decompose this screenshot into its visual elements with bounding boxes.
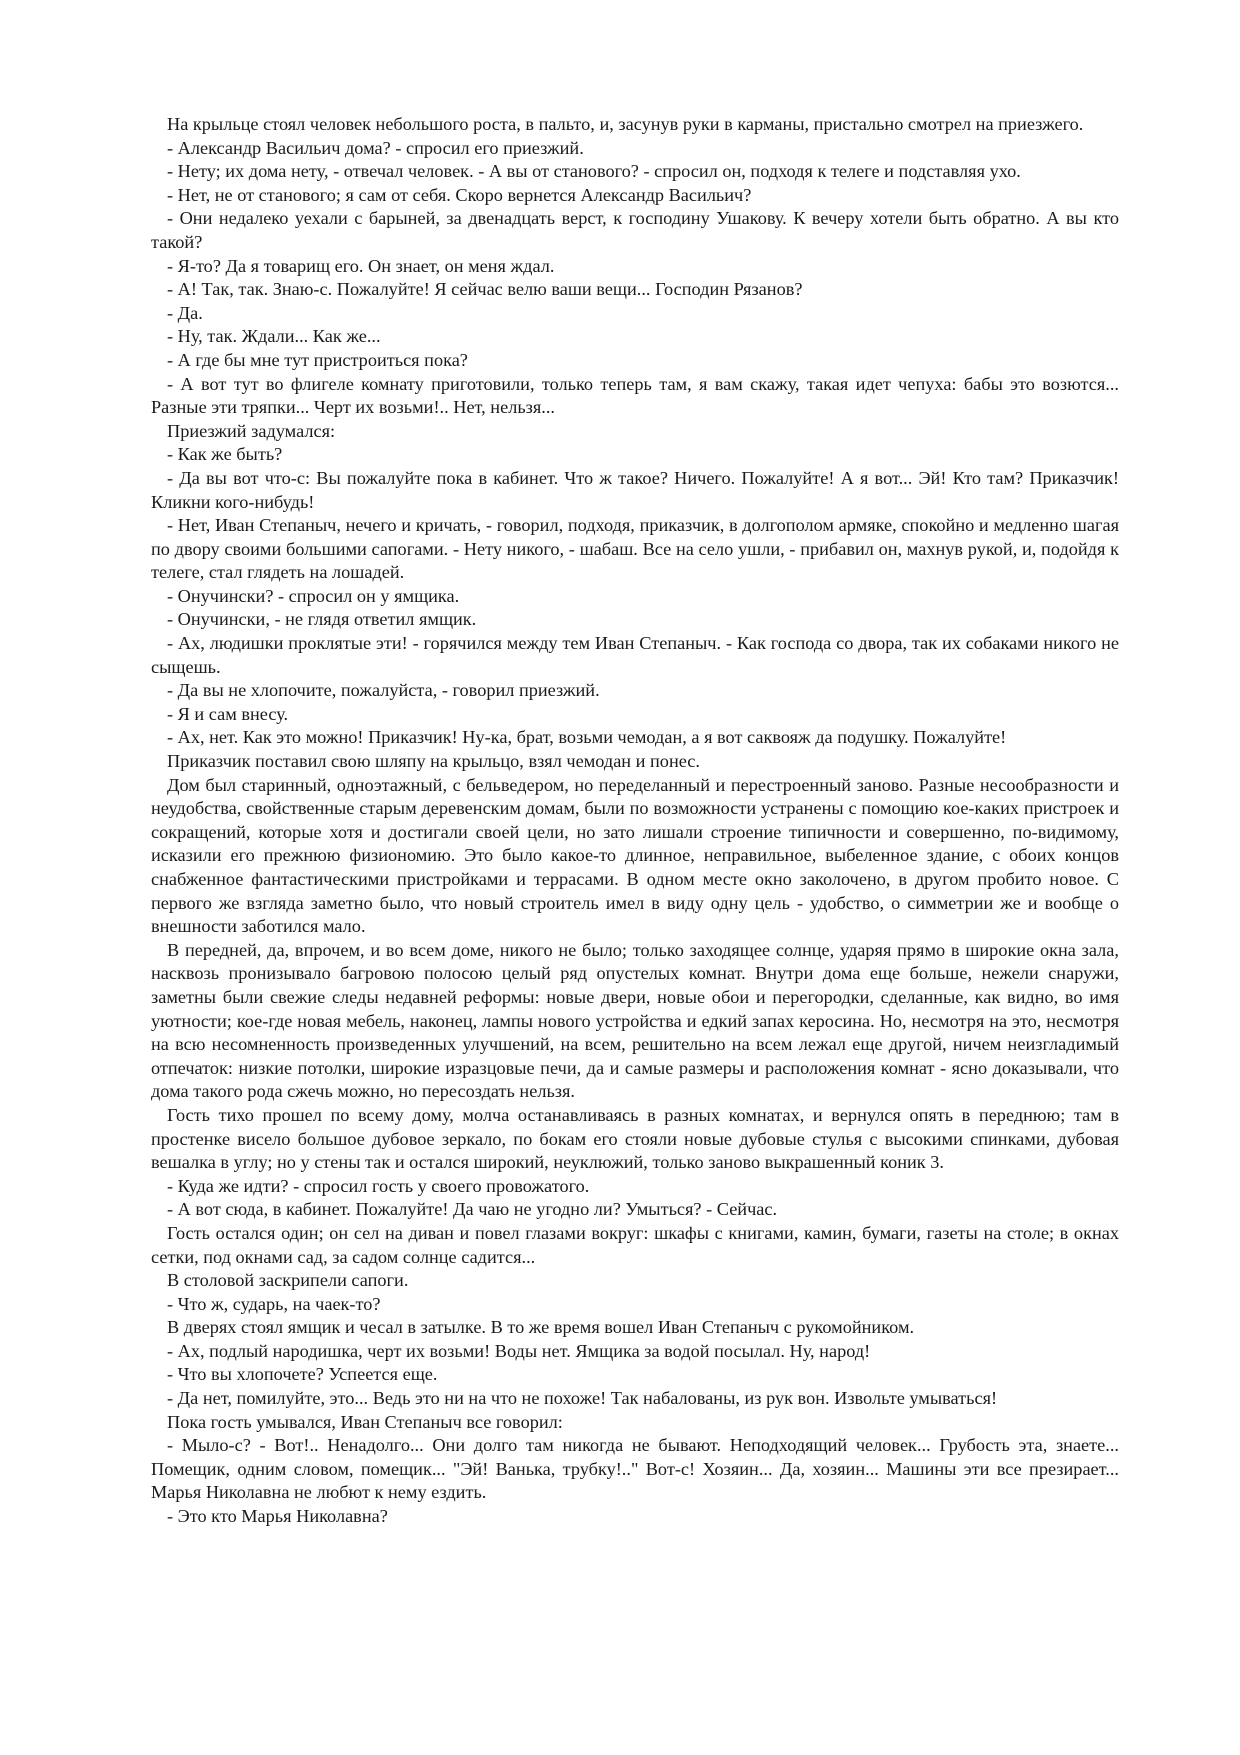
- paragraph: - Ах, подлый народишка, черт их возьми! Воды нет. Ямщика за водой посылал. Ну, народ!: [167, 1340, 871, 1361]
- page-text: [151, 113, 1119, 1529]
- paragraph: - Ах, нет. Как это можно! Приказчик! Ну-ка, брат, возьми чемодан, а я вот саквояж да подушку. Пожалуйте!: [167, 727, 1007, 748]
- paragraph: - А вот тут во флигеле комнату приготовили, только теперь там, я вам скажу, такая идет чепуха: бабы это возются... Разные эти тряпки... Черт их возьми!.. Нет, нельзя...: [151, 373, 1119, 418]
- paragraph: - Да вы вот что-с: Вы пожалуйте пока в кабинет. Что ж такое? Ничего. Пожалуйте! А я вот... Эй! Кто там? Приказчик! Кликни кого-нибудь!: [151, 467, 1119, 512]
- paragraph: - Нет, не от станового; я сам от себя. Скоро вернется Александр Васильич?: [167, 184, 752, 205]
- paragraph: - Нету; их дома нету, - отвечал человек. - А вы от станового? - спросил он, подходя к телеге и подставляя ухо.: [167, 161, 1021, 182]
- paragraph: - Куда же идти? - спросил гость у своего провожатого.: [167, 1175, 590, 1196]
- paragraph: В столовой заскрипели сапоги.: [167, 1270, 409, 1291]
- paragraph: - Мыло-с? - Вот!.. Ненадолго... Они долго там никогда не бывают. Неподходящий человек... Грубость эта, знаете... Помещик, одним словом, помещик... "Эй! Ванька, трубку!.." Вот-с! Хозяин... Да, хозяин... Машины эти все презирает... Марья Николавна не любют к нему ездить.: [151, 1435, 1119, 1503]
- paragraph: - Что вы хлопочете? Успеется еще.: [167, 1364, 438, 1385]
- paragraph: Приказчик поставил свою шляпу на крыльцо, взял чемодан и понес.: [167, 751, 700, 772]
- paragraph: - Это кто Марья Николавна?: [167, 1506, 388, 1527]
- paragraph: Гость остался один; он сел на диван и повел глазами вокруг: шкафы с книгами, камин, бумаги, газеты на столе; в окнах сетки, под окнами сад, за садом солнце садится...: [151, 1222, 1119, 1267]
- paragraph: - Они недалеко уехали с барыней, за двенадцать верст, к господину Ушакову. К вечеру хотели быть обратно. А вы кто такой?: [151, 208, 1119, 252]
- paragraph: - А где бы мне тут пристроиться пока?: [167, 349, 468, 370]
- paragraph: - Я и сам внесу.: [167, 703, 289, 724]
- paragraph: Дом был старинный, одноэтажный, с бельведером, но переделанный и перестроенный заново. Разные несообразности и неудобства, свойственные старым деревенским домам, были по возможности устранены с помощию кое-каких пристроек и сокращений, которые хотя и достигали своей цели, но зато лишали строение типичности и совершенно, по-видимому, исказили его прежнюю физиономию. Это было какое-то длинное, неправильное, выбеленное здание, с обоих концов снабженное фантастическими пристройками и террасами. В одном месте окно заколочено, в другом пробито новое. С первого же взгляда заметно было, что новый строитель имел в виду одну цель - удобство, о симметрии же и вообще о внешности заботился мало.: [151, 774, 1119, 937]
- paragraph: - Нет, Иван Степаныч, нечего и кричать, - говорил, подходя, приказчик, в долгополом армяке, спокойно и медленно шагая по двору своими большими сапогами. - Нету никого, - шабаш. Все на село ушли, - прибавил он, махнув рукой, и, подойдя к телеге, стал глядеть на лошадей.: [151, 515, 1119, 583]
- paragraph: - А! Так, так. Знаю-с. Пожалуйте! Я сейчас велю ваши вещи... Господин Рязанов?: [167, 279, 803, 300]
- paragraph: - Что ж, сударь, на чаек-то?: [167, 1293, 381, 1314]
- paragraph: - Да.: [167, 302, 203, 323]
- paragraph: - Александр Васильич дома? - спросил его приезжий.: [167, 137, 584, 158]
- paragraph: - А вот сюда, в кабинет. Пожалуйте! Да чаю не угодно ли? Умыться? - Сейчас.: [167, 1199, 778, 1220]
- paragraph: - Я-то? Да я товарищ его. Он знает, он меня ждал.: [167, 255, 555, 276]
- paragraph: В передней, да, впрочем, и во всем доме, никого не было; только заходящее солнце, ударяя прямо в широкие окна зала, насквозь пронизывало багровою полосою целый ряд опустелых комнат. Внутри дома еще больше, нежели снаружи, заметны были свежие следы недавней реформы: новые двери, новые обои и перегородки, сделанные, как видно, во имя уютности; кое-где новая мебель, наконец, лампы нового устройства и едкий запах керосина. Но, несмотря на это, несмотря на всю несомненность произведенных улучшений, на всем, решительно на всем лежал еще другой, ничем неизгладимый отпечаток: низкие потолки, широкие изразцовые печи, да и самые размеры и расположения комнат - ясно доказывали, что дома такого рода сжечь можно, но пересоздать нельзя.: [151, 939, 1119, 1102]
- paragraph: - Да нет, помилуйте, это... Ведь это ни на что не похоже! Так набалованы, из рук вон. Извольте умываться!: [167, 1388, 998, 1409]
- paragraph: - Ну, так. Ждали... Как же...: [167, 326, 381, 347]
- paragraph: - Онучински, - не глядя ответил ямщик.: [167, 609, 477, 630]
- paragraph: Гость тихо прошел по всему дому, молча останавливаясь в разных комнатах, и вернулся опять в переднюю; там в простенке висело большое дубовое зеркало, по бокам его стояли новые дубовые стулья с высокими спинками, дубовая вешалка в углу; но у стены так и остался широкий, неуклюжий, только заново выкрашенный коник 3.: [151, 1104, 1119, 1173]
- paragraph: В дверях стоял ямщик и чесал в затылке. В то же время вошел Иван Степаныч с рукомойником.: [167, 1317, 915, 1338]
- paragraph: Пока гость умывался, Иван Степаныч все говорил:: [167, 1411, 563, 1432]
- paragraph: - Ах, людишки проклятые эти! - горячился между тем Иван Степаныч. - Как господа со двора, так их собаками никого не сыщешь.: [151, 633, 1119, 677]
- paragraph: Приезжий задумался:: [167, 420, 336, 441]
- paragraph: - Да вы не хлопочите, пожалуйста, - говорил приезжий.: [167, 680, 600, 701]
- paragraph: - Онучински? - спросил он у ямщика.: [167, 585, 460, 606]
- paragraph: На крыльце стоял человек небольшого роста, в пальто, и, засунув руки в карманы, пристально смотрел на приезжего.: [167, 114, 1084, 134]
- paragraph: - Как же быть?: [167, 444, 283, 465]
